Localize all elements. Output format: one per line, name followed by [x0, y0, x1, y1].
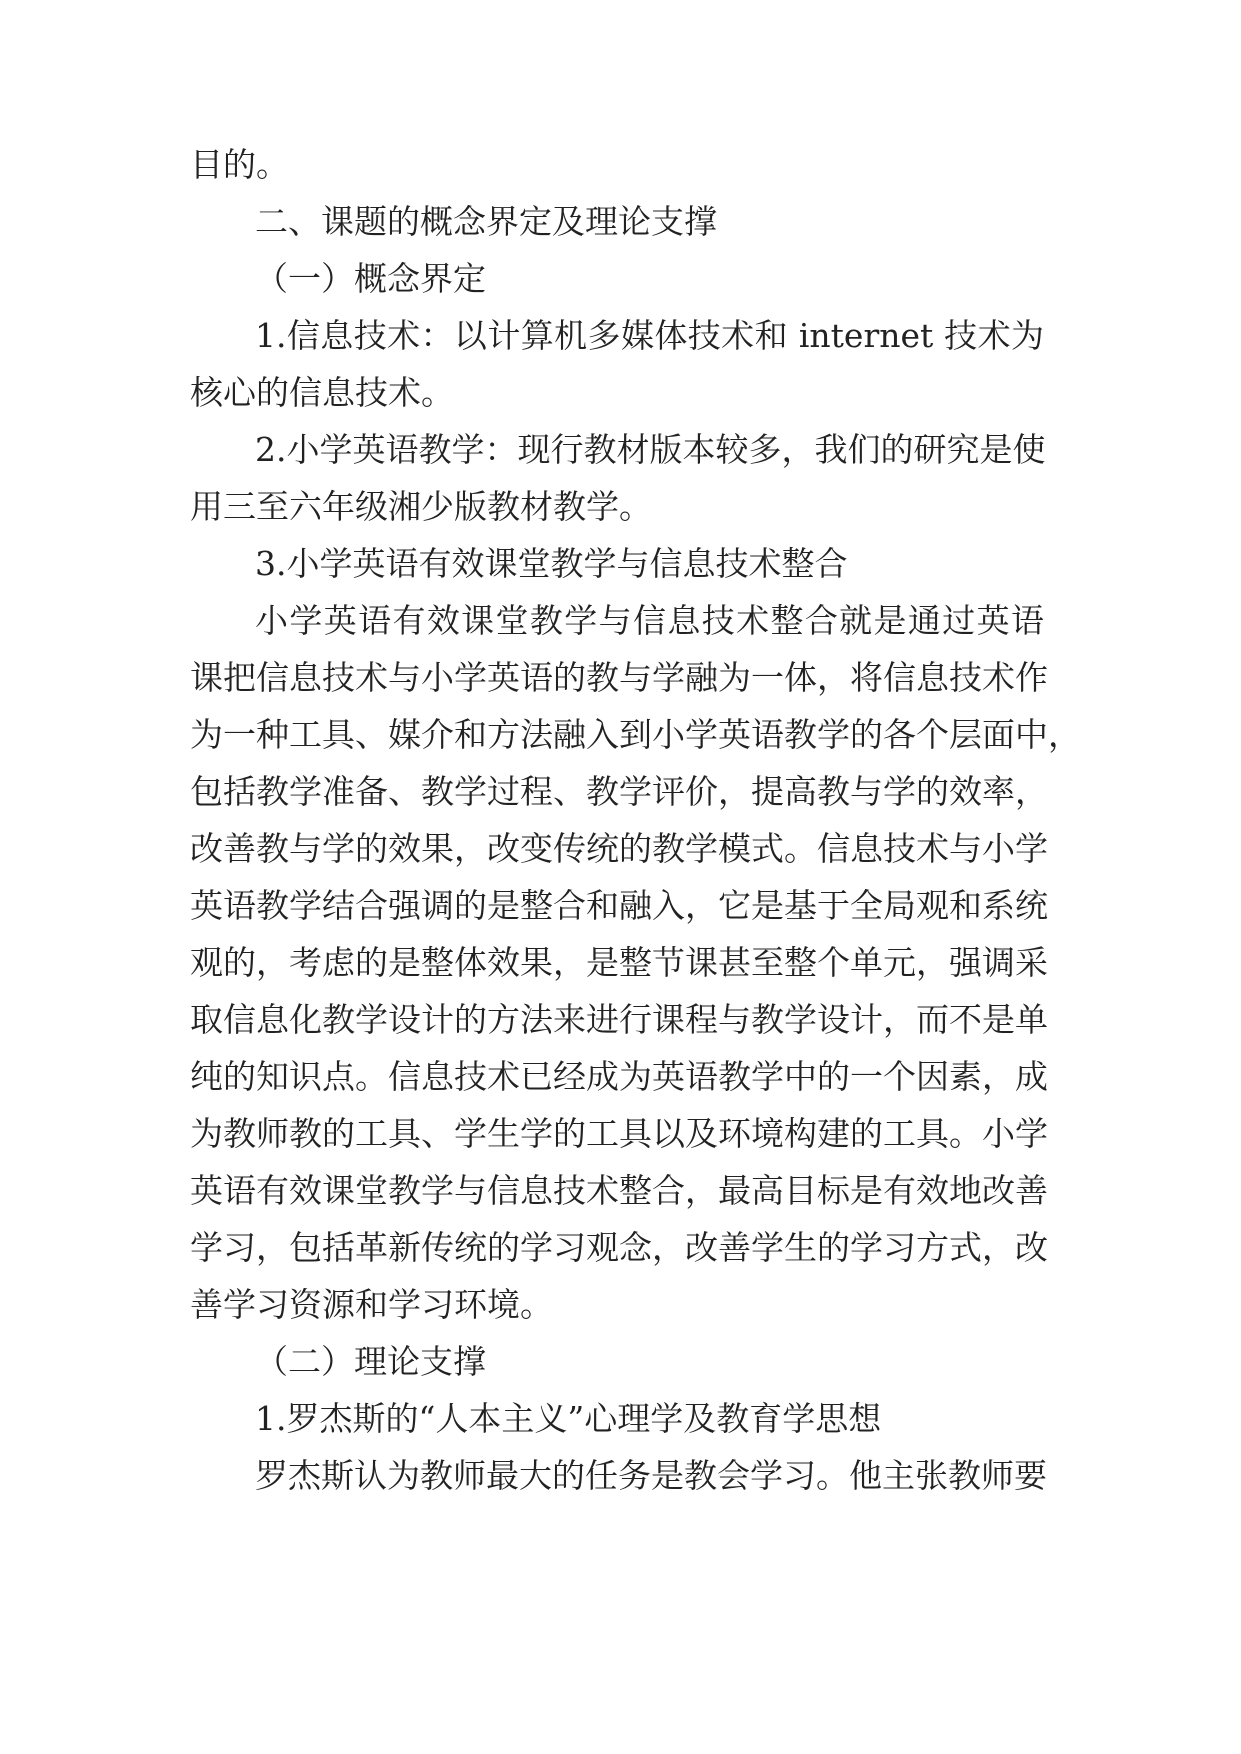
paragraph-line: 英语教学结合强调的是整合和融入，它是基于全局观和系统 [190, 886, 1048, 925]
paragraph-line: 1.信息技术：以计算机多媒体技术和 internet 技术为 [255, 316, 1044, 355]
paragraph-line: 改善教与学的效果，改变传统的教学模式。信息技术与小学 [190, 829, 1048, 868]
paragraph-line: 学习，包括革新传统的学习观念，改善学生的学习方式，改 [190, 1228, 1048, 1267]
paragraph-line: 小学英语有效课堂教学与信息技术整合就是通过英语 [255, 601, 1044, 640]
paragraph-line: 1.罗杰斯的“人本主义”心理学及教育学思想 [255, 1399, 882, 1438]
paragraph-line: 为教师教的工具、学生学的工具以及环境构建的工具。小学 [190, 1114, 1048, 1153]
paragraph-line: 包括教学准备、教学过程、教学评价，提高教与学的效率， [190, 772, 1048, 811]
paragraph-line: 取信息化教学设计的方法来进行课程与教学设计，而不是单 [190, 1000, 1048, 1039]
paragraph-line: 2.小学英语教学：现行教材版本较多，我们的研究是使 [255, 430, 1046, 469]
paragraph-line: 善学习资源和学习环境。 [190, 1285, 553, 1324]
paragraph-line: 核心的信息技术。 [190, 373, 454, 412]
subsection-heading: （二）理论支撑 [255, 1342, 486, 1381]
section-heading: 二、课题的概念界定及理论支撑 [255, 202, 717, 241]
paragraph-line: 罗杰斯认为教师最大的任务是教会学习。他主张教师要 [255, 1456, 1047, 1495]
paragraph-line: 纯的知识点。信息技术已经成为英语教学中的一个因素，成 [190, 1057, 1048, 1096]
paragraph-line: 3.小学英语有效课堂教学与信息技术整合 [255, 544, 848, 583]
paragraph-line: 英语有效课堂教学与信息技术整合，最高目标是有效地改善 [190, 1171, 1048, 1210]
paragraph-line: 目的。 [190, 145, 289, 184]
paragraph-line: 为一种工具、媒介和方法融入到小学英语教学的各个层面中， [190, 715, 1081, 754]
paragraph-line: 观的，考虑的是整体效果，是整节课甚至整个单元，强调采 [190, 943, 1048, 982]
subsection-heading: （一）概念界定 [255, 259, 486, 298]
paragraph-line: 课把信息技术与小学英语的教与学融为一体，将信息技术作 [190, 658, 1048, 697]
paragraph-line: 用三至六年级湘少版教材教学。 [190, 487, 652, 526]
